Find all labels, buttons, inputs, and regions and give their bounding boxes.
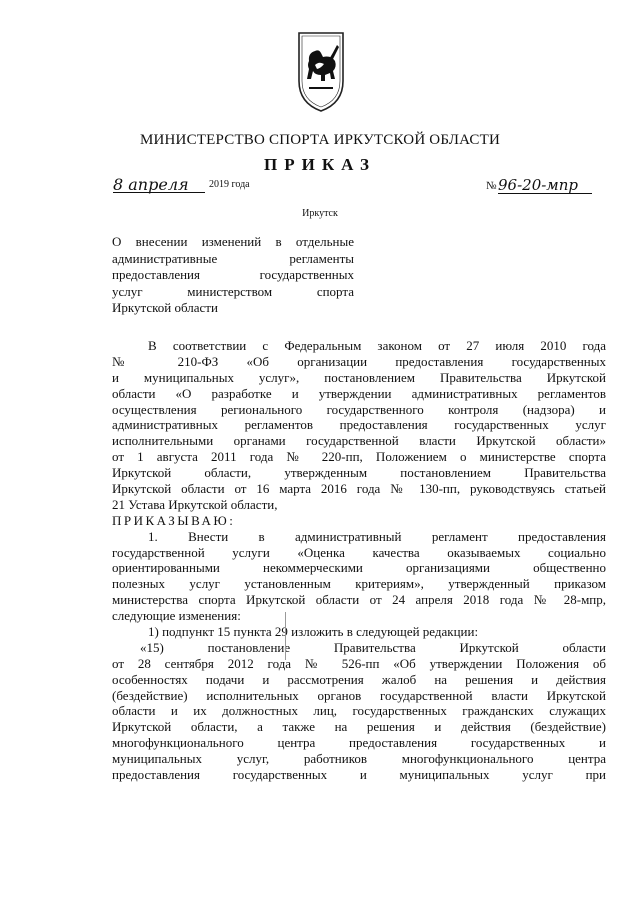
body-line: исполнительными органами государственной власти Иркутской области» (112, 433, 606, 449)
subject-line: предоставления государственных (112, 267, 354, 282)
handwritten-number: 96-20-мпр (498, 176, 579, 194)
body-line: Иркутской области от 16 марта 2016 года № 130-пп, руководствуясь статьей (112, 481, 606, 497)
body-line: области «О разработке и утверждении административных регламентов (112, 385, 606, 401)
year-text: 2019 года (209, 179, 250, 190)
body-line: муниципальных услуг, работников многофункционального центра (112, 751, 606, 767)
body-line: Иркутской области, утвержденным постановлением Правительства (112, 465, 606, 481)
body-line: области и их должностных лиц, государственных гражданских служащих (112, 703, 606, 719)
subject-line: О внесении изменений в отдельные (112, 234, 354, 249)
number-sign: № (486, 180, 497, 192)
body-line: ориентированными некоммерческими организациями общественно (112, 560, 606, 576)
number-underline (498, 193, 592, 194)
body-line: 1. Внести в административный регламент предоставления (148, 528, 606, 544)
body-line: полезных услуг установленным критериям», утвержденный приказом (112, 576, 606, 592)
order-date (113, 176, 263, 196)
city-name: Иркутск (302, 208, 338, 219)
body-line: В соответствии с Федеральным законом от 27 июля 2010 года (148, 338, 606, 353)
body-line: и муниципальных услуг», постановлением Правительства Иркутской (112, 369, 606, 385)
body-line: от 1 августа 2011 года № 220-пп, Положением о министерстве спорта (112, 449, 606, 465)
scan-margin-mark (285, 612, 286, 660)
body-line: 1) подпункт 15 пункта 29 изложить в следующей редакции: (148, 624, 479, 640)
order-directive: ПРИКАЗЫВАЮ: (112, 512, 236, 528)
body-line: № 210-ФЗ «Об организации предоставления государственных (112, 353, 606, 369)
date-underline (113, 192, 205, 193)
subject-line: услуг министерством спорта (112, 283, 354, 299)
body-line: министерства спорта Иркутской области от 24 апреля 2018 года № 28-мпр, (112, 592, 606, 608)
subject-line: административные регламенты (112, 250, 354, 266)
order-subject (112, 234, 354, 317)
body-line: государственной услуги «Оценка качества оказываемых социально (112, 544, 606, 560)
body-line: административных регламентов предоставления государственных услуг (112, 417, 606, 433)
body-line: следующие изменения: (112, 608, 241, 624)
irkutsk-coat-of-arms-emblem (297, 31, 345, 113)
body-line: предоставления государственных и муниципальных услуг при (112, 767, 606, 783)
body-line: особенностях подачи и рассмотрения жалоб на решения и действия (112, 671, 606, 687)
document-type-title: ПРИКАЗ (264, 155, 376, 174)
body-line: 21 Устава Иркутской области, (112, 496, 278, 512)
body-line: (бездействие) исполнительных органов государственной власти Иркутской (112, 687, 606, 703)
handwritten-date: 8 апреля (113, 175, 189, 194)
body-line: от 28 сентября 2012 года № 526-пп «Об утверждении Положения об (112, 655, 606, 671)
ministry-name: МИНИСТЕРСТВО СПОРТА ИРКУТСКОЙ ОБЛАСТИ (139, 132, 501, 148)
body-line: многофункционального центра предоставления государственных и (112, 735, 606, 751)
body-line: Иркутской области, а также на решения и действия (бездействие) (112, 719, 606, 735)
body-line: осуществления регионального государственного контроля (надзора) и (112, 401, 606, 417)
subject-line: Иркутской области (112, 300, 218, 315)
order-number (486, 177, 606, 197)
order-body (112, 338, 606, 783)
body-line: «15) постановление Правительства Иркутской области (140, 639, 606, 655)
